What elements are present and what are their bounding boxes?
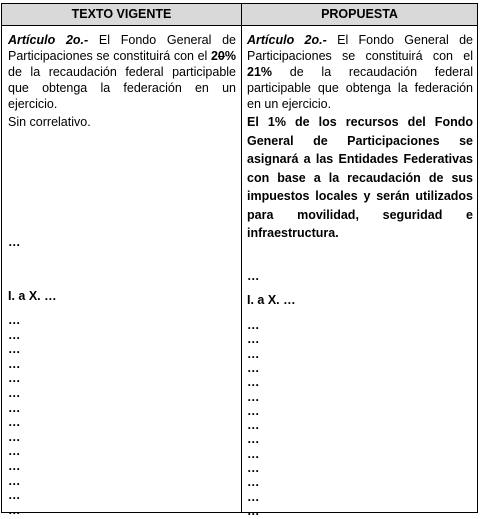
ellipsis-row: …	[8, 313, 21, 327]
ellipsis-row: …	[8, 444, 21, 459]
ellipsis-row: …	[8, 400, 21, 415]
ellipsis-row: …	[8, 502, 21, 517]
ellipsis-row: …	[247, 446, 260, 461]
ellipsis-row: …	[247, 332, 260, 347]
ellipsis-row: …	[8, 473, 21, 488]
article-text-part-2: de la recaudación federal participable que obtenga la federación en un ejercicio.	[8, 65, 236, 111]
article-text-part-2: de la recaudación federal participable que obtenga la federación en un ejercicio.	[247, 65, 473, 111]
fractions-current: I. a X. …	[8, 289, 57, 303]
ellipsis-row: …	[247, 403, 260, 418]
header-propuesta: PROPUESTA	[242, 4, 477, 25]
comparison-table	[1, 3, 478, 518]
new-percentage: 21%	[247, 65, 273, 79]
ellipsis-row: …	[8, 386, 21, 400]
article-text-part-1: El Fondo General de Participaciones se constituirá con el	[247, 33, 474, 63]
column-texto-vigente	[8, 26, 236, 517]
column-propuesta	[247, 26, 474, 518]
ellipsis-row: …	[247, 389, 260, 404]
article-paragraph-proposal	[247, 32, 473, 112]
ellipsis-row: …	[8, 356, 21, 371]
article-text-part-1: El Fondo General de Participaciones se constituirá con el	[8, 33, 236, 63]
ellipsis-row: …	[247, 360, 260, 375]
ellipsis-row: …	[8, 415, 21, 430]
proposal-added-paragraph: El 1% de los recursos del Fondo General de Participaciones se asignará a las Entidades Federativas con base a la recaudación de sus impuestos locales y serán utilizados para movilidad, seguridad e infraestructura.	[247, 115, 473, 240]
ellipsis-row: …	[247, 375, 260, 390]
ellipsis-row: …	[247, 489, 260, 504]
ellipsis-row: …	[8, 429, 21, 444]
ellipsis-proposal: …	[247, 269, 260, 283]
ellipsis-row: …	[247, 346, 260, 361]
ellipsis-row: …	[247, 418, 260, 433]
ellipsis-row: …	[247, 475, 260, 490]
ellipsis-row: …	[247, 318, 260, 332]
old-percentage: 20%	[210, 49, 236, 63]
ellipsis-row: …	[247, 503, 260, 518]
article-paragraph-current	[8, 32, 236, 112]
ellipsis-row: …	[8, 459, 21, 473]
ellipsis-row: …	[247, 461, 260, 475]
ellipsis-row: …	[8, 327, 21, 342]
ellipsis-row: …	[8, 371, 21, 386]
header-texto-vigente: TEXTO VIGENTE	[2, 4, 241, 25]
ellipsis-row: …	[8, 488, 21, 503]
article-label: Artículo 2o.-	[8, 33, 89, 47]
article-label: Artículo 2o.-	[247, 33, 327, 47]
ellipsis-row: …	[8, 342, 21, 357]
ellipsis-row: …	[247, 432, 260, 447]
ellipsis-current: …	[8, 235, 21, 249]
fractions-proposal: I. a X. …	[247, 293, 296, 307]
column-divider	[241, 4, 242, 512]
no-correlative-text: Sin correlativo.	[8, 115, 91, 129]
